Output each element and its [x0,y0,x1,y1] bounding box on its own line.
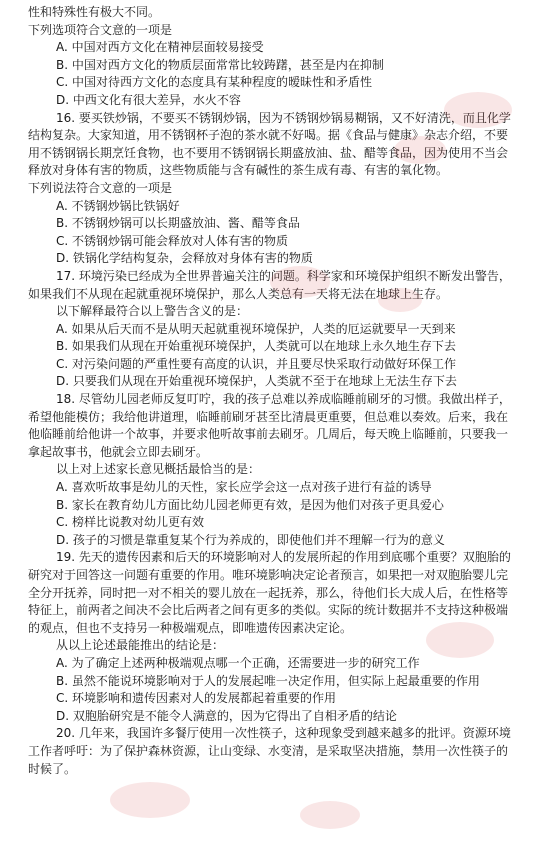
answer-option: B. 家长在教育幼儿方面比幼儿园老师更有效，是因为他们对孩子更具爱心 [56,497,444,512]
answer-option: A. 中国对西方文化在精神层面较易接受 [56,40,264,55]
text-line: 性和特殊性有极大不同。 [28,5,161,19]
answer-option: C. 环境影响和遗传因素对人的发展都起着重要的作用 [56,691,337,706]
text-line: 用不锈钢锅长期烹饪食物，也不要用不锈钢锅长期盛放油、盐、醋等食品，因为使用不当会 [28,145,509,160]
text-line: 特征上，前两者之间决不会比后两者之间有更多的类似。实际的统计数据并不支持这种极端 [28,603,509,618]
answer-option: D. 只要我们从现在开始重视环境保护，人类就不至于在地球上无法生存下去 [56,374,457,389]
answer-option: B. 如果我们从现在开始重视环境保护，人类就可以在地球上永久地生存下去 [56,339,456,354]
text-line: 拿起故事书，他就会立即去刷牙。 [28,444,209,459]
answer-option: B. 中国对西方文化的物质层面常常比较踌躇，甚至是内在抑制 [56,57,384,72]
text-line: 全分开抚养，同时把一对不相关的婴儿放在一起抚养，那么，待他们长大成人后，在性格等 [28,585,509,600]
answer-option: B. 不锈钢炒锅可以长期盛放油、酱、醋等食品 [56,216,300,231]
text-line: 20. 几年来，我国许多餐厅使用一次性筷子，这种现象受到越来越多的批评。资源环境 [56,726,511,741]
answer-option: D. 铁锅化学结构复杂，会释放对身体有害的物质 [56,251,313,266]
text-line: 18. 尽管幼儿园老师反复叮咛，我的孩子总难以养成临睡前刷牙的习惯。我做出样子， [56,392,511,407]
text-line: 希望他能模仿；我给他讲道理，临睡前刷牙甚至比清晨更重要，但总难以奏效。后来，我在 [28,409,509,424]
text-line: 以上对上述家长意见概括最恰当的是： [56,462,261,477]
answer-option: A. 不锈钢炒锅比铁锅好 [56,198,180,213]
answer-option: A. 喜欢听故事是幼儿的天性，家长应学会这一点对孩子进行有益的诱导 [56,480,432,495]
answer-option: D. 孩子的习惯是靠重复某个行为养成的，即使他们并不理解一行为的意义 [56,532,445,547]
text-line: 研究对于回答这一问题有重要的作用。唯环境影响决定论者预言，如果把一对双胞胎婴儿完 [28,568,509,582]
text-line: 如果我们不从现在起就重视环境保护，那么人类总有一天将无法在地球上生存。 [28,286,449,301]
text-line: 从以上论述最能推出的结论是： [56,638,225,653]
text-line: 工作者呼吁：为了保护森林资源，让山变绿、水变清，是采取坚决措施，禁用一次性筷子的 [28,743,509,758]
answer-option: C. 中国对待西方文化的态度具有某种程度的暧昧性和矛盾性 [56,75,373,90]
text-line: 19. 先天的遗传因素和后天的环境影响对人的发展所起的作用到底哪个重要？双胞胎的 [56,550,511,565]
text-line: 以下解释最符合以上警告含义的是： [56,304,249,319]
answer-option: A. 为了确定上述两种极端观点哪一个正确，还需要进一步的研究工作 [56,655,420,670]
text-line: 16. 要买铁炒锅，不要买不锈钢炒锅，因为不锈钢炒锅易糊锅，又不好清洗，而且化学 [56,110,511,125]
text-line: 结构复杂。大家知道，用不锈钢杯子泡的茶水就不好喝。据《食品与健康》杂志介绍，不要 [28,128,509,143]
text-line: 他临睡前给他讲一个故事，并要求他听故事前去刷牙。几周后，每天晚上临睡前，只要我一 [28,427,509,442]
answer-option: B. 虽然不能说环境影响对于人的发展起唯一决定作用，但实际上起最重要的作用 [56,673,480,688]
text-line: 17. 环境污染已经成为全世界普遍关注的问题。科学家和环境保护组织不断发出警告， [56,268,511,283]
text-line: 下列选项符合文意的一项是 [28,22,173,37]
answer-option: C. 榜样比说教对幼儿更有效 [56,515,205,530]
text-line: 的观点，但也不支持另一种极端观点，即唯遗传因素决定论。 [28,620,353,635]
answer-option: C. 不锈钢炒锅可能会释放对人体有害的物质 [56,233,289,248]
text-line: 下列说法符合文意的一项是 [28,180,173,195]
document-page [28,4,548,778]
answer-option: C. 对污染问题的严重性要有高度的认识，并且要尽快采取行动做好环保工作 [56,356,457,371]
answer-option: A. 如果从后天而不是从明天起就重视环境保护，人类的厄运就要早一天到来 [56,321,456,336]
answer-option: D. 双胞胎研究是不能令人满意的，因为它得出了自相矛盾的结论 [56,708,397,723]
text-line: 释放对身体有害的物质，这些物质能与含有碱性的茶生成有毒、有害的氧化物。 [28,163,449,178]
answer-option: D. 中西文化有很大差异，水火不容 [56,92,241,107]
text-line: 时候了。 [28,761,77,776]
